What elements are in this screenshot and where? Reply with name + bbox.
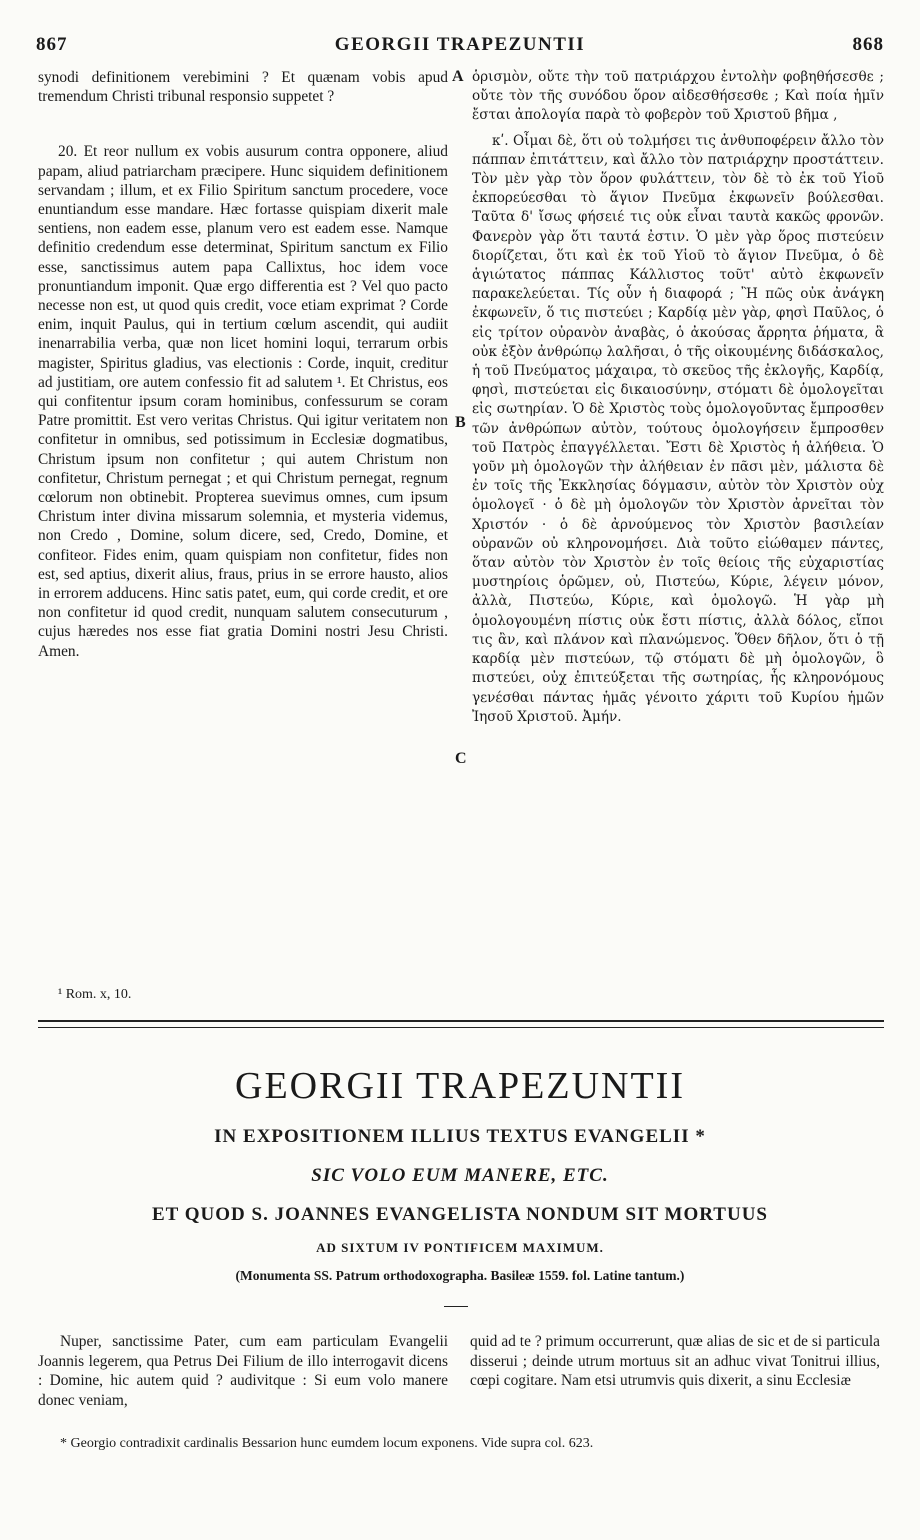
section-subtitle-3: ET QUOD S. JOANNES EVANGELISTA NONDUM SIT MORTUUS: [152, 1204, 768, 1225]
section-title: GEORGII TRAPEZUNTII: [235, 1065, 685, 1107]
greek-paragraph-1: ὁρισμὸν, οὔτε τὴν τοῦ πατριάρχου ἐντολὴν φοβηθήσεσθε ; οὔτε τὸν τῆς συνόδου ὅρον αἰδεσθήσεσθε ; Καὶ ποία ἡμῖν ἔσται ἀπολογία παρὰ τὸ φοβερὸν τοῦ Χριστοῦ βῆμα ,: [472, 69, 884, 124]
page-number-right: 868: [852, 34, 884, 55]
body-right-paragraph: quid ad te ? primum occurrerunt, quæ alias de sic et de si particula disserui ; deinde utrum mortuus sit an adhuc vivat Tonitrui illius, cœpi cogitare. Nam etsi utrumvis quis dixerit, a sinu Ecclesiæ: [470, 1333, 880, 1390]
greek-column: [472, 68, 884, 733]
footnote-bessarion: * Georgio contradixit cardinalis Bessarion hunc eumdem locum exponens. Vide supra col. 623.: [60, 1436, 594, 1451]
latin-paragraph-2: 20. Et reor nullum ex vobis ausurum contra opponere, aliud papam, aliud patriarcham præcipere. Hunc siquidem definitionem servandam ; illum, et ex Filio Spiritum sanctum procedere, voce enuntiandum esse mandare. Hæc fortasse quispiam dixerit male sentiens, non eadem esse, planum vero est eadem esse. Namque definitio credendum esse determinat, Spiritum sanctum ex Filio esse, sanctissimus autem papa Callixtus, hoc idem voce pronuntiandum imponit. Quæ ergo differentia est ? Vel quo pacto necesse non est, ut quod quis credit, voce etiam exprimat ? Corde enim, inquit Paulus, qui in tertium cœlum ascendit, qui audiit inenarrabilia verba, quæ non licet homini loqui, terrarum orbis magister, Spiritus gladius, vas electionis : Corde, inquit, creditur ad justitiam, ore autem confessio fit ad salutem ¹. Et Christus, eos qui confitentur ipsum coram hominibus, confessurum se coram Patre promittit. Est vero veritas Christus. Qui igitur veritatem non confitetur in omnibus, sed potissimum in Ecclesiæ dogmatibus, Christum ipsum non confitetur ; qui autem Christum non confitetur, Christum pernegat ; et qui Christum pernegat, regnum cœlorum non obtinebit. Propterea suevimus omnes, cum ipsum Christum inter divina missarum solemnia, et mysteria videmus, non Credo , Domine, solum dicere, sed, Credo, Domine, et confiteor. Fides enim, quam quispiam non confitetur, fides non est, sed aptius, dixerit alius, fraus, prius in se errore hausto, alios in errorem adducens. Hinc satis patet, eum, qui corde credit, et ore non confitetur id quod credit, nunquam salutem consecuturum , cujus hæredes nos esse fiat gratia Domini nostri Jesu Christi. Amen.: [38, 143, 448, 660]
short-rule: [444, 1306, 468, 1307]
greek-paragraph-2: κʹ. Οἶμαι δὲ, ὅτι οὐ τολμήσει τις ἀνθυποφέρειν ἄλλο τὸν πάππαν ἐπιτάττειν, καὶ ἄλλο τὸν πατριάρχην προστάττειν. Τὸν μὲν γὰρ τὸν ὅρον φυλάττειν, τὸν δὲ τὸ ἐκ τοῦ Υἱοῦ ἐκπορεύεσθαι τὸ ἅγιον Πνεῦμα ἐκφωνεῖν βούλεσθαι. Ταῦτα δ' ἴσως φήσειέ τις οὐκ εἶναι ταυτὰ κακῶς φρονῶν. Φανερὸν γὰρ ὅτι ταυτά ἐστιν. Ὁ μὲν γὰρ ὅρος πιστεύειν διορίζεται, ὅτι καὶ ἐκ τοῦ Υἱοῦ τὸ ἅγιον Πνεῦμα, ὁ δὲ ἁγιώτατος πάππας Κάλλιστος τοῦτ' αὐτὸ ἐκφωνεῖν παρακελεύεται. Τίς οὖν ἡ διαφορά ; Ἢ πῶς οὐκ ἀνάγκη ἐκφωνεῖν, ὅ τις πιστεύει ; Καρδίᾳ μὲν γὰρ, φησὶ Παῦλος, ὁ εἰς τρίτον οὐρανὸν ἀναβὰς, ὁ ἀκούσας ἄρρητα ῥήματα, ἃ οὐκ ἐξὸν ἀνθρώπῳ λαλῆσαι, ὁ τῆς οἰκουμένης διδάσκαλος, ἡ τοῦ Πνεύματος μάχαιρα, τὸ σκεῦος τῆς ἐκλογῆς, Καρδίᾳ, φησὶ, πιστεύεται εἰς δικαιοσύνην, στόματι δὲ ὁμολογεῖται εἰς σωτηρίαν. Ὁ δὲ Χριστὸς τοὺς ὁμολογοῦντας ἔμπροσθεν τῶν ἀνθρώπων αὐτὸν, τούτους ὁμολογήσειν ἔμπροσθεν τοῦ Πατρὸς ἐπαγγέλλεται. Ἔστι δὲ Χριστὸς ἡ ἀλήθεια. Ὁ γοῦν μὴ ὁμολογῶν τὴν ἀλήθειαν ἐν πᾶσι μὲν, μάλιστα δὲ ἐν τοῖς τῆς Ἐκκλησίας δόγμασιν, αὐτὸν τὸν Χριστὸν οὐχ ὁμολογεῖ · ὁ δὲ μὴ ὁμολογῶν τὸν Χριστὸν ἀρνεῖται τὸν Χριστόν · ὁ δὲ ἀρνούμενος τὸν Χριστὸν βασιλείαν οὐρανῶν οὐ κληρονομήσει. Διὰ τοῦτο εἰώθαμεν πάντες, ὅταν αὐτὸν τὸν Χριστὸν ἐν τοῖς θείοις τῆς εὐχαριστίας μυστηρίοις ὁρῶμεν, οὐ, Πιστεύω, Κύριε, λέγειν μόνον, ἀλλὰ, Πιστεύω, Κύριε, καὶ ὁμολογῶ. Ἡ γὰρ μὴ ὁμολογουμένη πίστις οὐκ ἔστι πίστις, ἀλλὰ δόλος, εἴποι τις ἂν, καὶ πλάνον καὶ πλανώμενος. Ὅθεν δῆλον, ὅτι ὁ τῇ καρδίᾳ μὲν πιστεύων, τῷ στόματι δὲ μὴ ὁμολογῶν, ὃ πιστεύει, οὐχ ἐπιτεύξεται τῆς σωτηρίας, ἧς κληρονόμους γενέσθαι πάντας ἡμᾶς γένοιτο χάριτι τοῦ Κυρίου ἡμῶν Ἰησοῦ Χριστοῦ. Ἀμήν.: [472, 132, 884, 725]
dedication-line: AD SIXTUM IV PONTIFICEM MAXIMUM.: [316, 1240, 604, 1255]
section-subtitle-2: SIC VOLO EUM MANERE, ETC.: [311, 1165, 609, 1186]
margin-marker-a: A: [452, 68, 464, 85]
body-left-paragraph: Nuper, sanctissime Pater, cum eam particulam Evangelii Joannis legerem, qua Petrus Dei Filium de illo interrogavit dicens : Domine, hic autem quid ? audivitque : Si eum volo manere donec veniam,: [38, 1333, 448, 1409]
section-subtitle-1: IN EXPOSITIONEM ILLIUS TEXTUS EVANGELII *: [214, 1126, 706, 1147]
source-note: (Monumenta SS. Patrum orthodoxographa. Basileæ 1559. fol. Latine tantum.): [235, 1268, 685, 1283]
running-title: GEORGII TRAPEZUNTII: [334, 34, 586, 55]
body-left-column: [38, 1332, 448, 1410]
running-head: [36, 34, 884, 58]
footnote-rom: ¹ Rom. x, 10.: [58, 987, 132, 1002]
paragraph-gap: [38, 112, 448, 142]
latin-paragraph-1: synodi definitionem verebimini ? Et quænam vobis apud tremendum Christi tribunal responsio suppetet ?: [38, 69, 448, 106]
latin-column: [38, 68, 448, 667]
body-right-column: [470, 1332, 880, 1391]
margin-marker-b: B: [455, 414, 466, 431]
double-rule-divider: [38, 1020, 884, 1028]
margin-marker-c: C: [455, 750, 467, 767]
page-number-left: 867: [36, 34, 68, 55]
